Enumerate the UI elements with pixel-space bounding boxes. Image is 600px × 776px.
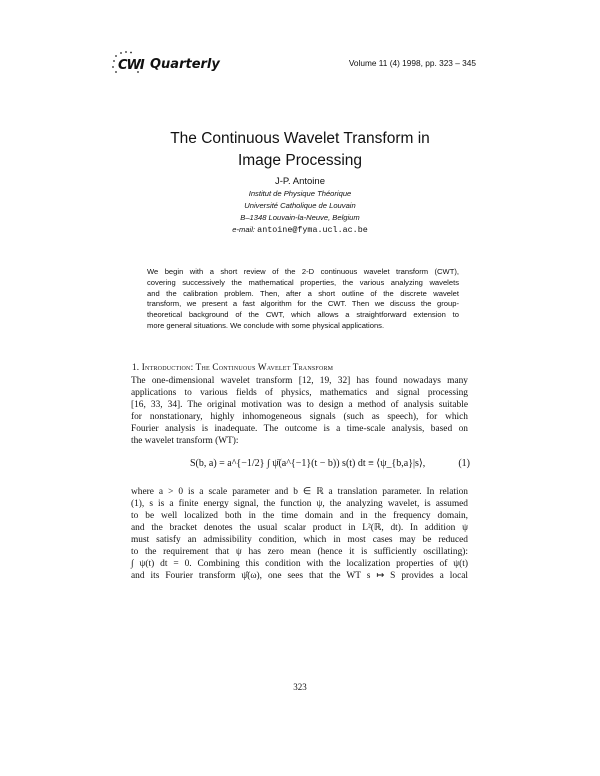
title-line-1: The Continuous Wavelet Transform in — [170, 130, 430, 147]
affiliation-institute: Institut de Physique Théorique — [248, 189, 352, 198]
body-line: and the bracket denotes the usual scalar product in L²(ℝ, dt). In addition ψ — [131, 523, 468, 533]
logo-wordmark: Quarterly — [150, 57, 220, 72]
page-number: 323 — [293, 682, 307, 692]
body-line: must satisfy an admissibility condition, which in most cases may be reduced — [131, 535, 468, 545]
body-paragraph-2 — [131, 486, 468, 582]
abstract — [147, 267, 459, 332]
body-line: The one-dimensional wavelet transform [12, 19, 32] has found nowadays many — [131, 376, 468, 386]
email-address[interactable]: antoine@fyma.ucl.ac.be — [257, 225, 368, 235]
equation-1 — [190, 456, 470, 476]
body-line: the wavelet transform (WT): — [131, 436, 239, 446]
equation-body: S(b, a) = a^{−1/2} ∫ ψ̄(a^{−1}(t − b)) s(t) dt ≡ ⟨ψ_{b,a}|s⟩, — [190, 458, 426, 469]
affiliation-address: B–1348 Louvain-la-Neuve, Belgium — [240, 213, 360, 222]
journal-logo — [110, 48, 240, 76]
section-heading — [132, 362, 333, 372]
body-line: applications to various fields of physics, mathematics and signal processing — [131, 388, 468, 398]
paper-title — [0, 128, 600, 172]
journal-reference: Volume 11 (4) 1998, pp. 323 – 345 — [348, 58, 476, 68]
body-line: to the requirement that ψ has zero mean (hence it is sufficiently oscillating): — [131, 547, 468, 557]
body-line: [16, 33, 34]. The original motivation was to design a method of analysis suitable — [131, 400, 468, 410]
abstract-line: covering successively the mathematical properties, the various analyzing wavelets — [147, 277, 459, 287]
body-line: to be well localized both in the time domain and in the frequency domain, — [131, 511, 468, 521]
body-line: (1), s is a finite energy signal, the function ψ, the analyzing wavelet, is assumed — [131, 499, 468, 509]
author-name: J-P. Antoine — [274, 176, 325, 187]
abstract-line: theoretical background of the CWT, which allows a straightforward extension to — [147, 310, 459, 320]
body-paragraph-1 — [131, 375, 468, 447]
body-line: and its Fourier transform ψ̂(ω), one sees that the WT s ↦ S provides a local — [131, 571, 468, 581]
abstract-line: more general situations. We conclude with some physical applications. — [147, 320, 385, 330]
body-line: ∫ ψ(t) dt = 0. Combining this condition with the localization properties of ψ(t) — [131, 559, 468, 569]
title-line-2: Image Processing — [237, 152, 363, 169]
body-line: where a > 0 is a scale parameter and b ∈ ℝ a translation parameter. In relation — [131, 487, 468, 497]
body-line: for nonstationary, highly inhomogeneous signals (such as speech), for which — [131, 412, 468, 422]
equation-number: (1) — [458, 458, 470, 469]
section-number: 1. — [132, 362, 140, 372]
affiliation-university: Université Catholique de Louvain — [244, 201, 356, 210]
logo-badge: CWI — [118, 58, 144, 73]
email-label: e-mail: — [232, 225, 256, 234]
abstract-line: and the calibration problem. Then, after a short outline of the discrete wavelet — [147, 288, 459, 298]
author-email-line — [0, 225, 600, 235]
section-title: Introduction: The Continuous Wavelet Transform — [141, 362, 334, 372]
body-line: Fourier analysis is inadequate. The outcome is a time-scale analysis, based on — [131, 424, 468, 434]
abstract-line: transform, we present a fast algorithm for the CWT. Then we discuss the group- — [147, 299, 459, 309]
abstract-line: We begin with a short review of the 2-D continuous wavelet transform (CWT), — [147, 267, 459, 276]
